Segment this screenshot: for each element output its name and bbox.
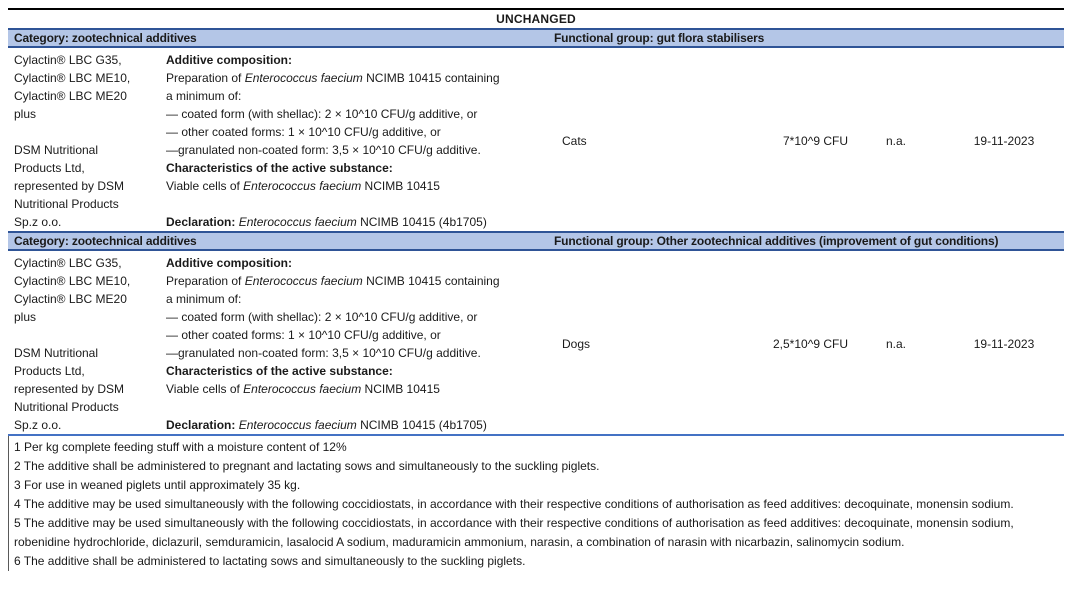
text-line: —granulated non-coated form: 3,5 × 10^10 CFU/g additive. (166, 143, 481, 157)
text-line: 4 The additive may be used simultaneously with the following coccidiostats, in accordance with their respective conditions of authorisation as feed additives: decoquinate, monensin sodium. (14, 497, 1014, 511)
text-line (14, 326, 154, 344)
text-line: Viable cells of Enterococcus faecium NCIMB 10415 (166, 382, 440, 396)
text-line: Sp.z o.o. (14, 215, 62, 229)
category-label: Category: zootechnical additives (14, 234, 197, 248)
text-line: Cylactin® LBC ME10, (14, 71, 131, 85)
text-line: Characteristics of the active substance: (166, 161, 393, 175)
text-line: Declaration: Enterococcus faecium NCIMB 10415 (4b1705) (166, 215, 487, 229)
text-line: 1 Per kg complete feeding stuff with a moisture content of 12% (14, 440, 347, 454)
text-line: Characteristics of the active substance: (166, 364, 393, 378)
additive-block-gut-conditions (8, 231, 1064, 436)
cfu-amount: 2,5*10^9 CFU (773, 337, 848, 351)
text-line: plus (14, 107, 37, 121)
text-line: — coated form (with shellac): 2 × 10^10 CFU/g additive, or (166, 107, 478, 121)
text-line: Nutritional Products (14, 400, 119, 414)
functional-group-label: Functional group: Other zootechnical additives (improvement of gut conditions) (554, 234, 999, 248)
na-value: n.a. (885, 337, 906, 351)
text-line: 6 The additive shall be administered to lactating sows and simultaneously to the suckling piglets. (14, 554, 526, 568)
text-line: Declaration: Enterococcus faecium NCIMB 10415 (4b1705) (166, 418, 487, 432)
text-line: DSM Nutritional (14, 143, 99, 157)
text-line: Sp.z o.o. (14, 418, 62, 432)
text-line: —granulated non-coated form: 3,5 × 10^10 CFU/g additive. (166, 346, 481, 360)
unchanged-banner: UNCHANGED (8, 8, 1064, 28)
text-line (166, 398, 554, 416)
species-target: Dogs (562, 337, 591, 351)
text-line: Cylactin® LBC G35, (14, 53, 122, 67)
text-line: represented by DSM (14, 179, 125, 193)
text-line: Preparation of Enterococcus faecium NCIMB 10415 containing (166, 71, 500, 85)
category-label: Category: zootechnical additives (14, 31, 197, 45)
text-line: a minimum of: (166, 292, 242, 306)
composition (154, 254, 554, 434)
text-line: represented by DSM (14, 382, 125, 396)
na-value: n.a. (885, 134, 906, 148)
text-line: — other coated forms: 1 × 10^10 CFU/g additive, or (166, 125, 441, 139)
additive-entry-row (8, 48, 1064, 231)
text-line: Products Ltd, (14, 161, 85, 175)
category-header-row (8, 231, 1064, 251)
text-line (166, 195, 554, 213)
additive-entry-row (8, 251, 1064, 436)
text-line: Nutritional Products (14, 197, 119, 211)
composition (154, 51, 554, 231)
functional-group-label: Functional group: gut flora stabilisers (554, 31, 765, 45)
category-header-row (8, 28, 1064, 48)
text-line: Cylactin® LBC G35, (14, 256, 122, 270)
text-line: Cylactin® LBC ME20 (14, 89, 127, 103)
text-line: Additive composition: (166, 53, 292, 67)
text-line: Products Ltd, (14, 364, 85, 378)
text-line: plus (14, 310, 37, 324)
species-target: Cats (562, 134, 587, 148)
text-line: DSM Nutritional (14, 346, 99, 360)
cfu-amount: 7*10^9 CFU (783, 134, 848, 148)
additive-block-gut-flora (8, 28, 1064, 231)
footnotes (8, 436, 1064, 571)
text-line: a minimum of: (166, 89, 242, 103)
text-line: Preparation of Enterococcus faecium NCIMB 10415 containing (166, 274, 500, 288)
text-line: 5 The additive may be used simultaneously with the following coccidiostats, in accordance with their respective conditions of authorisation as feed additives: decoquinate, monensin sodium, robenidine hydrochloride, diclazuril, semduramicin, lasalocid A sodium, maduramicin ammonium, narasin, a combination of narasin with nicarbazin, salinomycin sodium. (14, 516, 1014, 549)
text-line: — coated form (with shellac): 2 × 10^10 CFU/g additive, or (166, 310, 478, 324)
text-line (14, 123, 154, 141)
text-line: 3 For use in weaned piglets until approximately 35 kg. (14, 478, 301, 492)
text-line: Additive composition: (166, 256, 292, 270)
authorisation-date: 19-11-2023 (973, 337, 1035, 351)
text-line: Viable cells of Enterococcus faecium NCIMB 10415 (166, 179, 440, 193)
product-names (8, 51, 154, 231)
text-line: 2 The additive shall be administered to pregnant and lactating sows and simultaneously to the suckling piglets. (14, 459, 600, 473)
product-names (8, 254, 154, 434)
text-line: — other coated forms: 1 × 10^10 CFU/g additive, or (166, 328, 441, 342)
authorisation-date: 19-11-2023 (973, 134, 1035, 148)
text-line: Cylactin® LBC ME20 (14, 292, 127, 306)
text-line: Cylactin® LBC ME10, (14, 274, 131, 288)
